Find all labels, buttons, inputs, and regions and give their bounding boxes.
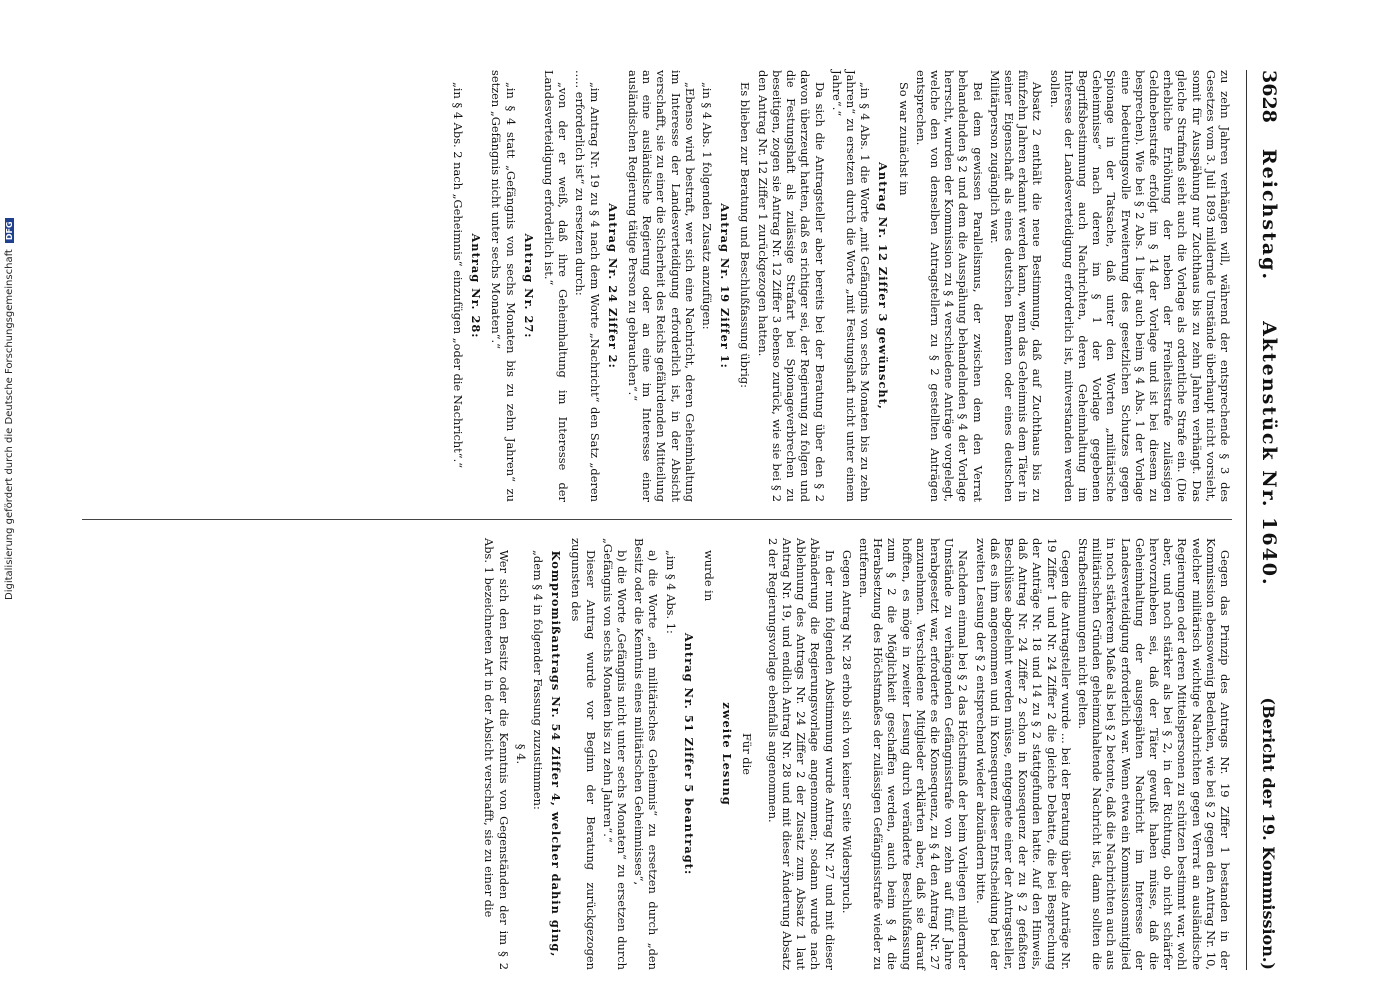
paragraph: „in § 4 Abs. 2 nach „Geheimnis“ einzufügen „oder die Nachricht“.“ bbox=[451, 82, 466, 469]
paragraph: „in § 4 statt „Gefängnis von sechs Monaten bis zu zehn Jahren“ zu setzen „Gefängnis nicht unter sechs Monaten“.“ bbox=[489, 70, 518, 502]
spacer bbox=[755, 538, 763, 970]
page-header bbox=[1246, 70, 1280, 970]
paragraph: Nachdem einmal bei § 2 das Höchstmaß der beim Vorliegen mildernder Umstände zu verhängenden Gefängnisstrafe von zehn auf fünf Jahre herabgesetzt war, erforderte es die Konsequenz, zu § 4 den Antrag Nr. 27 anzunehmen. Verschiedene Mitglieder erklärten aber, daß sie darauf hofften, es möge in zweiter Lesung durch veränderte Beschlußfassung zum § 2 die Möglichkeit geschaffen werden, auch beim § 4 die Herabsetzung des Höchstmaßes der zulässigen Gefängnisstrafe wieder zu entfernen. bbox=[856, 538, 971, 970]
paragraph: Dieser Antrag wurde vor Beginn der Beratung zurückgezogen zugunsten des bbox=[569, 538, 598, 970]
paragraph: „von der er weiß, daß ihre Geheimhaltung im Interesse der Landesverteidigung erforderlich ist.“ bbox=[542, 70, 571, 502]
paragraph: Wer sich den Besitz oder die Kenntnis von Gegenständen der im § 2 Abs. 1 bezeichneten Art in der Absicht verschafft, sie zu einer die bbox=[482, 538, 511, 970]
header-commission: (Bericht der 19. Kommission.) bbox=[1259, 697, 1278, 970]
paragraph: b) die Worte „Gefängnis nicht unter sechs Monaten“ zu ersetzen durch „Gefängnis von sechs Monaten bis zu zehn Jahren“.“ bbox=[600, 538, 630, 970]
paragraph: „im Antrag Nr. 19 zu § 4 nach dem Worte „Nachricht“ den Satz „deren ..... erforderlich ist“ zu ersetzen durch: bbox=[573, 70, 602, 502]
section-heading: Antrag Nr. 27: bbox=[521, 233, 536, 339]
paragraph: In der nun folgenden Abstimmung wurde Antrag Nr. 27 und mit dieser Abänderung die Regierungsvorlage angenommen; sodann wurde nach Ablehnung des Antrags Nr. 24 Ziffer 2 der Zusatz zum Absatz 1 laut Antrag Nr. 19, und endlich Antrag Nr. 28 und mit dieser Änderung Absatz 2 der Regierungsvorlage ebenfalls angenommen. bbox=[765, 538, 837, 970]
header-document-number: Aktenstück Nr. 1640. bbox=[1258, 321, 1280, 587]
left-column bbox=[448, 70, 1232, 502]
right-column bbox=[479, 538, 1232, 970]
centered-line: Für die bbox=[740, 733, 755, 775]
header-rule bbox=[1246, 70, 1247, 970]
section-heading: zweite Lesung bbox=[720, 702, 735, 806]
dfg-logo: DFG bbox=[5, 218, 14, 243]
document-page bbox=[80, 70, 1280, 970]
paragraph: „Ebenso wird bestraft, wer sich eine Nachricht, deren Geheimhaltung im Interesse der Landesverteidigung erforderlich ist, in der Absicht verschafft, sie zu einer die Sicherheit des Reichs gefährdenden Mitteilung an eine ausländische Regierung oder an eine im Interesse einer ausländischen Regierung tätige Person zu gebrauchen“.“ bbox=[626, 70, 697, 502]
paragraph: So war zunächst im bbox=[896, 82, 911, 196]
column-divider bbox=[82, 519, 1232, 520]
paragraph: Gegen Antrag Nr. 28 erhob sich von keiner Seite Widerspruch. bbox=[839, 550, 854, 914]
paragraph: Gegen die Antragsteller wurde ... bei der Beratung über die Anträge Nr. 19 Ziffer 1 und Nr. 24 Ziffer 2 die gleiche Debatte, die bei Besprechung der Anträge Nr. 18 und 14 zu § 2 stattgefunden hatte. Auf den Hinweis, daß Antrag Nr. 24 Ziffer 2 schon in Konsequenz der zu § 2 gefaßten Beschlüsse abgelehnt werden müsse, entgegnete einer der Antragsteller, daß es ihm angenommen und in Konsequenz dieser Entscheidung bei der zweiten Lesung der § 2 entsprechend wieder abzuändern bitte. bbox=[973, 538, 1073, 970]
paragraph: wurde in bbox=[702, 550, 717, 602]
paragraph: „in § 4 Abs. 1 folgenden Zusatz anzufügen: bbox=[700, 82, 715, 330]
header-title: Reichstag. bbox=[1258, 148, 1280, 282]
paragraph: Absatz 2 enthält die neue Bestimmung, daß auf Zuchthaus bis zu fünfzehn Jahren erkannt werden kann, wenn das Geheimnis dem Täter in seiner Eigenschaft als eines deutschen Beamten oder eines deutschen Militärperson zugänglich war. bbox=[987, 70, 1045, 502]
section-heading: Kompromißantrags Nr. 54 Ziffer 4, welcher dahin ging, bbox=[549, 550, 564, 958]
paragraph: „dem § 4 in folgender Fassung zuzustimmen: bbox=[531, 550, 546, 810]
digitization-footer bbox=[4, 200, 18, 600]
section-heading: Antrag Nr. 28: bbox=[469, 233, 484, 339]
section-heading: Antrag Nr. 19 Ziffer 1: bbox=[718, 203, 733, 369]
footer-text: Digitalisierung gefördert durch die Deutsche Forschungsgemeinschaft bbox=[4, 249, 15, 600]
centered-line: § 4. bbox=[513, 743, 528, 765]
paragraph: a) die Worte „ein militärisches Geheimnis“ zu ersetzen durch „den Besitz oder die Kenntnis eines militärischen Geheimnisses“, bbox=[632, 538, 661, 970]
page-number: 3628 bbox=[1258, 70, 1280, 123]
paragraph: Gegen das Prinzip des Antrags Nr. 19 Ziffer 1 bestanden in der Kommission ebensowenig Bedenken, wie bei § 2 gegen den Antrag Nr. 10, welcher militärisch wichtige Nachrichten gegen Verrat an ausländische Regierungen oder deren Mittelspersonen zu schützen bestimmt war, wohl aber, und noch stärker als bei § 2, in der Richtung, ob nicht schärfer hervorzuheben sei, daß der Täter gewußt haben müsse, daß die Geheimhaltung der ausgespähten Nachricht im Interesse der Landesverteidigung erforderlich war. Wenn etwa ein Kommissionsmitglied in noch stärkerem Maße als bei § 2 betonte, daß die Nachrichten auch aus militärischen Gründen geheimzuhaltende Nachricht ist, dann sollten die Strafbestimmungen nicht gelten. bbox=[1075, 538, 1232, 970]
section-heading: Antrag Nr. 12 Ziffer 3 gewünscht, bbox=[876, 162, 891, 410]
paragraph: „im § 4 Abs. 1: bbox=[663, 550, 678, 634]
paragraph: Bei dem gewissen Parallelismus, der zwischen dem den Verrat behandelnden § 2 und dem die Ausspähung behandelnden § 4 der Vorlage herrscht, wurden der Kommission zu § 4 verschiedene Anträge vorgelegt, welche den von denselben Antragstellern zu § 2 gestellten Anträgen entsprechen. bbox=[913, 70, 985, 502]
paragraph: Es blieben zur Beratung und Beschlußfassung übrig: bbox=[738, 82, 753, 388]
paragraph: „in § 4 Abs. 1 die Worte „mit Gefängnis von sechs Monaten bis zu zehn Jahren“ zu ersetzen durch die Worte „mit Festungshaft nicht unter einem Jahre“.“ bbox=[829, 70, 873, 502]
section-heading: Antrag Nr. 51 Ziffer 5 beantragt: bbox=[681, 632, 696, 876]
section-heading: Antrag Nr. 24 Ziffer 2: bbox=[605, 203, 620, 369]
paragraph: zu zehn Jahren verhängen will, während der entsprechende § 3 des Gesetzes vom 3. Juli 1893 mildernde Umstände überhaupt nicht vorsieht, somit für Ausspähung nur Zuchthaus bis zu zehn Jahren verhängt. Das gleiche Strafmaß sieht auch die Vorlage als ordentliche Strafe ein. (Die erhebliche Erhöhung der neben der Freiheitsstrafe zulässigen Geldnebenstrafe erfolgt im § 14 der Vorlage und ist bei diesem zu besprechen). Wie bei § 2 Abs. 1 liegt auch beim § 4 Abs. 1 der Vorlage eine bedeutungsvolle Erweiterung des gesetzlichen Schutzes gegen Spionage in der Tatsache, daß unter den Worten „militärische Geheimnisse“ nach deren im § 1 der Vorlage gegebenen Begriffsbestimmung auch Nachrichten, deren Geheimhaltung im Interesse der Landesverteidigung erforderlich ist, mitverstanden werden sollen. bbox=[1047, 70, 1232, 502]
paragraph: Da sich die Antragsteller aber bereits bei der Beratung über den § 2 davon überzeugt hatten, daß es richtiger sei, der Regierung zu folgen und die Festungshaft als zulässige Strafart bei Spionageverbrechen zu beseitigen, zogen sie Antrag Nr. 12 Ziffer 3 ebenso zurück, wie sie bei § 2 den Antrag Nr. 12 Ziffer 1 zurückgezogen hatten. bbox=[755, 70, 827, 502]
